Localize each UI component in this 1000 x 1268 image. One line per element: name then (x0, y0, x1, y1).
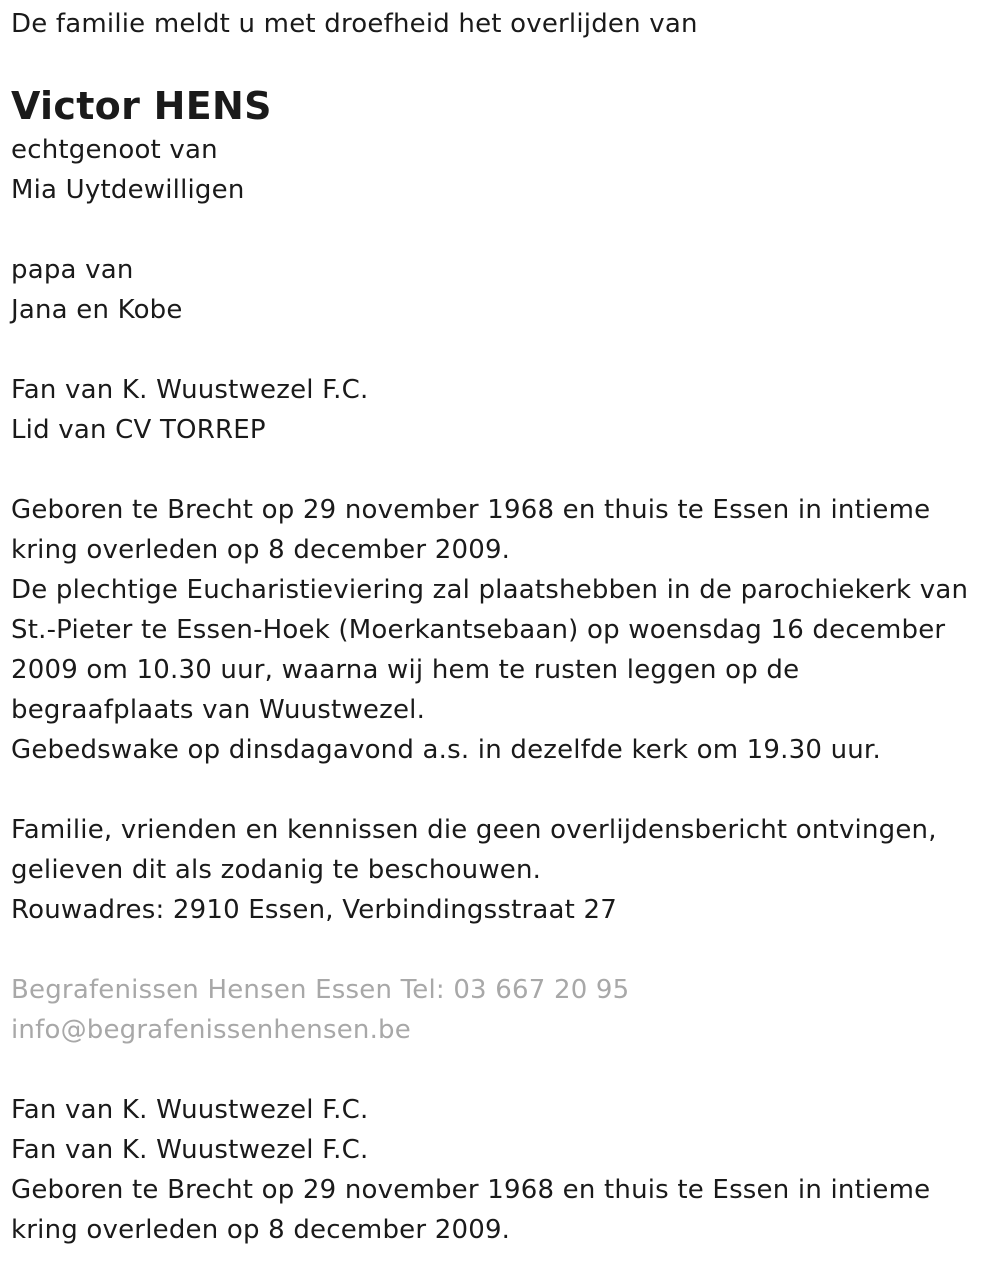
spacer (11, 450, 991, 490)
details-line: De plechtige Eucharistieviering zal plaatshebben in de parochiekerk van (11, 575, 969, 605)
spouse-name: Mia Uytdewilligen (11, 175, 245, 205)
repeated-line: Fan van K. Wuustwezel F.C. (11, 1135, 369, 1165)
details-line: kring overleden op 8 december 2009. (11, 535, 511, 565)
address-line: Rouwadres: 2910 Essen, Verbindingsstraat 27 (11, 895, 617, 925)
membership-line: Fan van K. Wuustwezel F.C. (11, 375, 369, 405)
spouse-relation: echtgenoot van (11, 135, 218, 165)
repeated-line: Fan van K. Wuustwezel F.C. (11, 1095, 369, 1125)
details-line: 2009 om 10.30 uur, waarna wij hem te rusten leggen op de (11, 655, 800, 685)
children-names: Jana en Kobe (11, 295, 183, 325)
details-line: begraafplaats van Wuustwezel. (11, 695, 426, 725)
details-line: Geboren te Brecht op 29 november 1968 en thuis te Essen in intieme (11, 495, 931, 525)
notice-line: gelieven dit als zodanig te beschouwen. (11, 855, 542, 885)
intro-text: De familie meldt u met droefheid het overlijden van (11, 9, 698, 39)
membership-line: Lid van CV TORREP (11, 415, 266, 445)
undertaker-name-phone: Begrafenissen Hensen Essen Tel: 03 667 20 95 (11, 975, 630, 1005)
details-line: Gebedswake op dinsdagavond a.s. in dezelfde kerk om 19.30 uur. (11, 735, 881, 765)
spacer (11, 930, 991, 970)
details-line: St.-Pieter te Essen-Hoek (Moerkantsebaan) op woensdag 16 december (11, 615, 946, 645)
death-notice (11, 4, 991, 1250)
undertaker-email: info@begrafenissenhensen.be (11, 1015, 411, 1045)
deceased-name: Victor HENS (11, 84, 272, 128)
repeated-line: Geboren te Brecht op 29 november 1968 en thuis te Essen in intieme (11, 1175, 931, 1205)
spacer (11, 210, 991, 250)
spacer (11, 1050, 991, 1090)
repeated-line: kring overleden op 8 december 2009. (11, 1215, 511, 1245)
spacer (11, 330, 991, 370)
spacer (11, 770, 991, 810)
children-relation: papa van (11, 255, 134, 285)
notice-line: Familie, vrienden en kennissen die geen overlijdensbericht ontvingen, (11, 815, 937, 845)
